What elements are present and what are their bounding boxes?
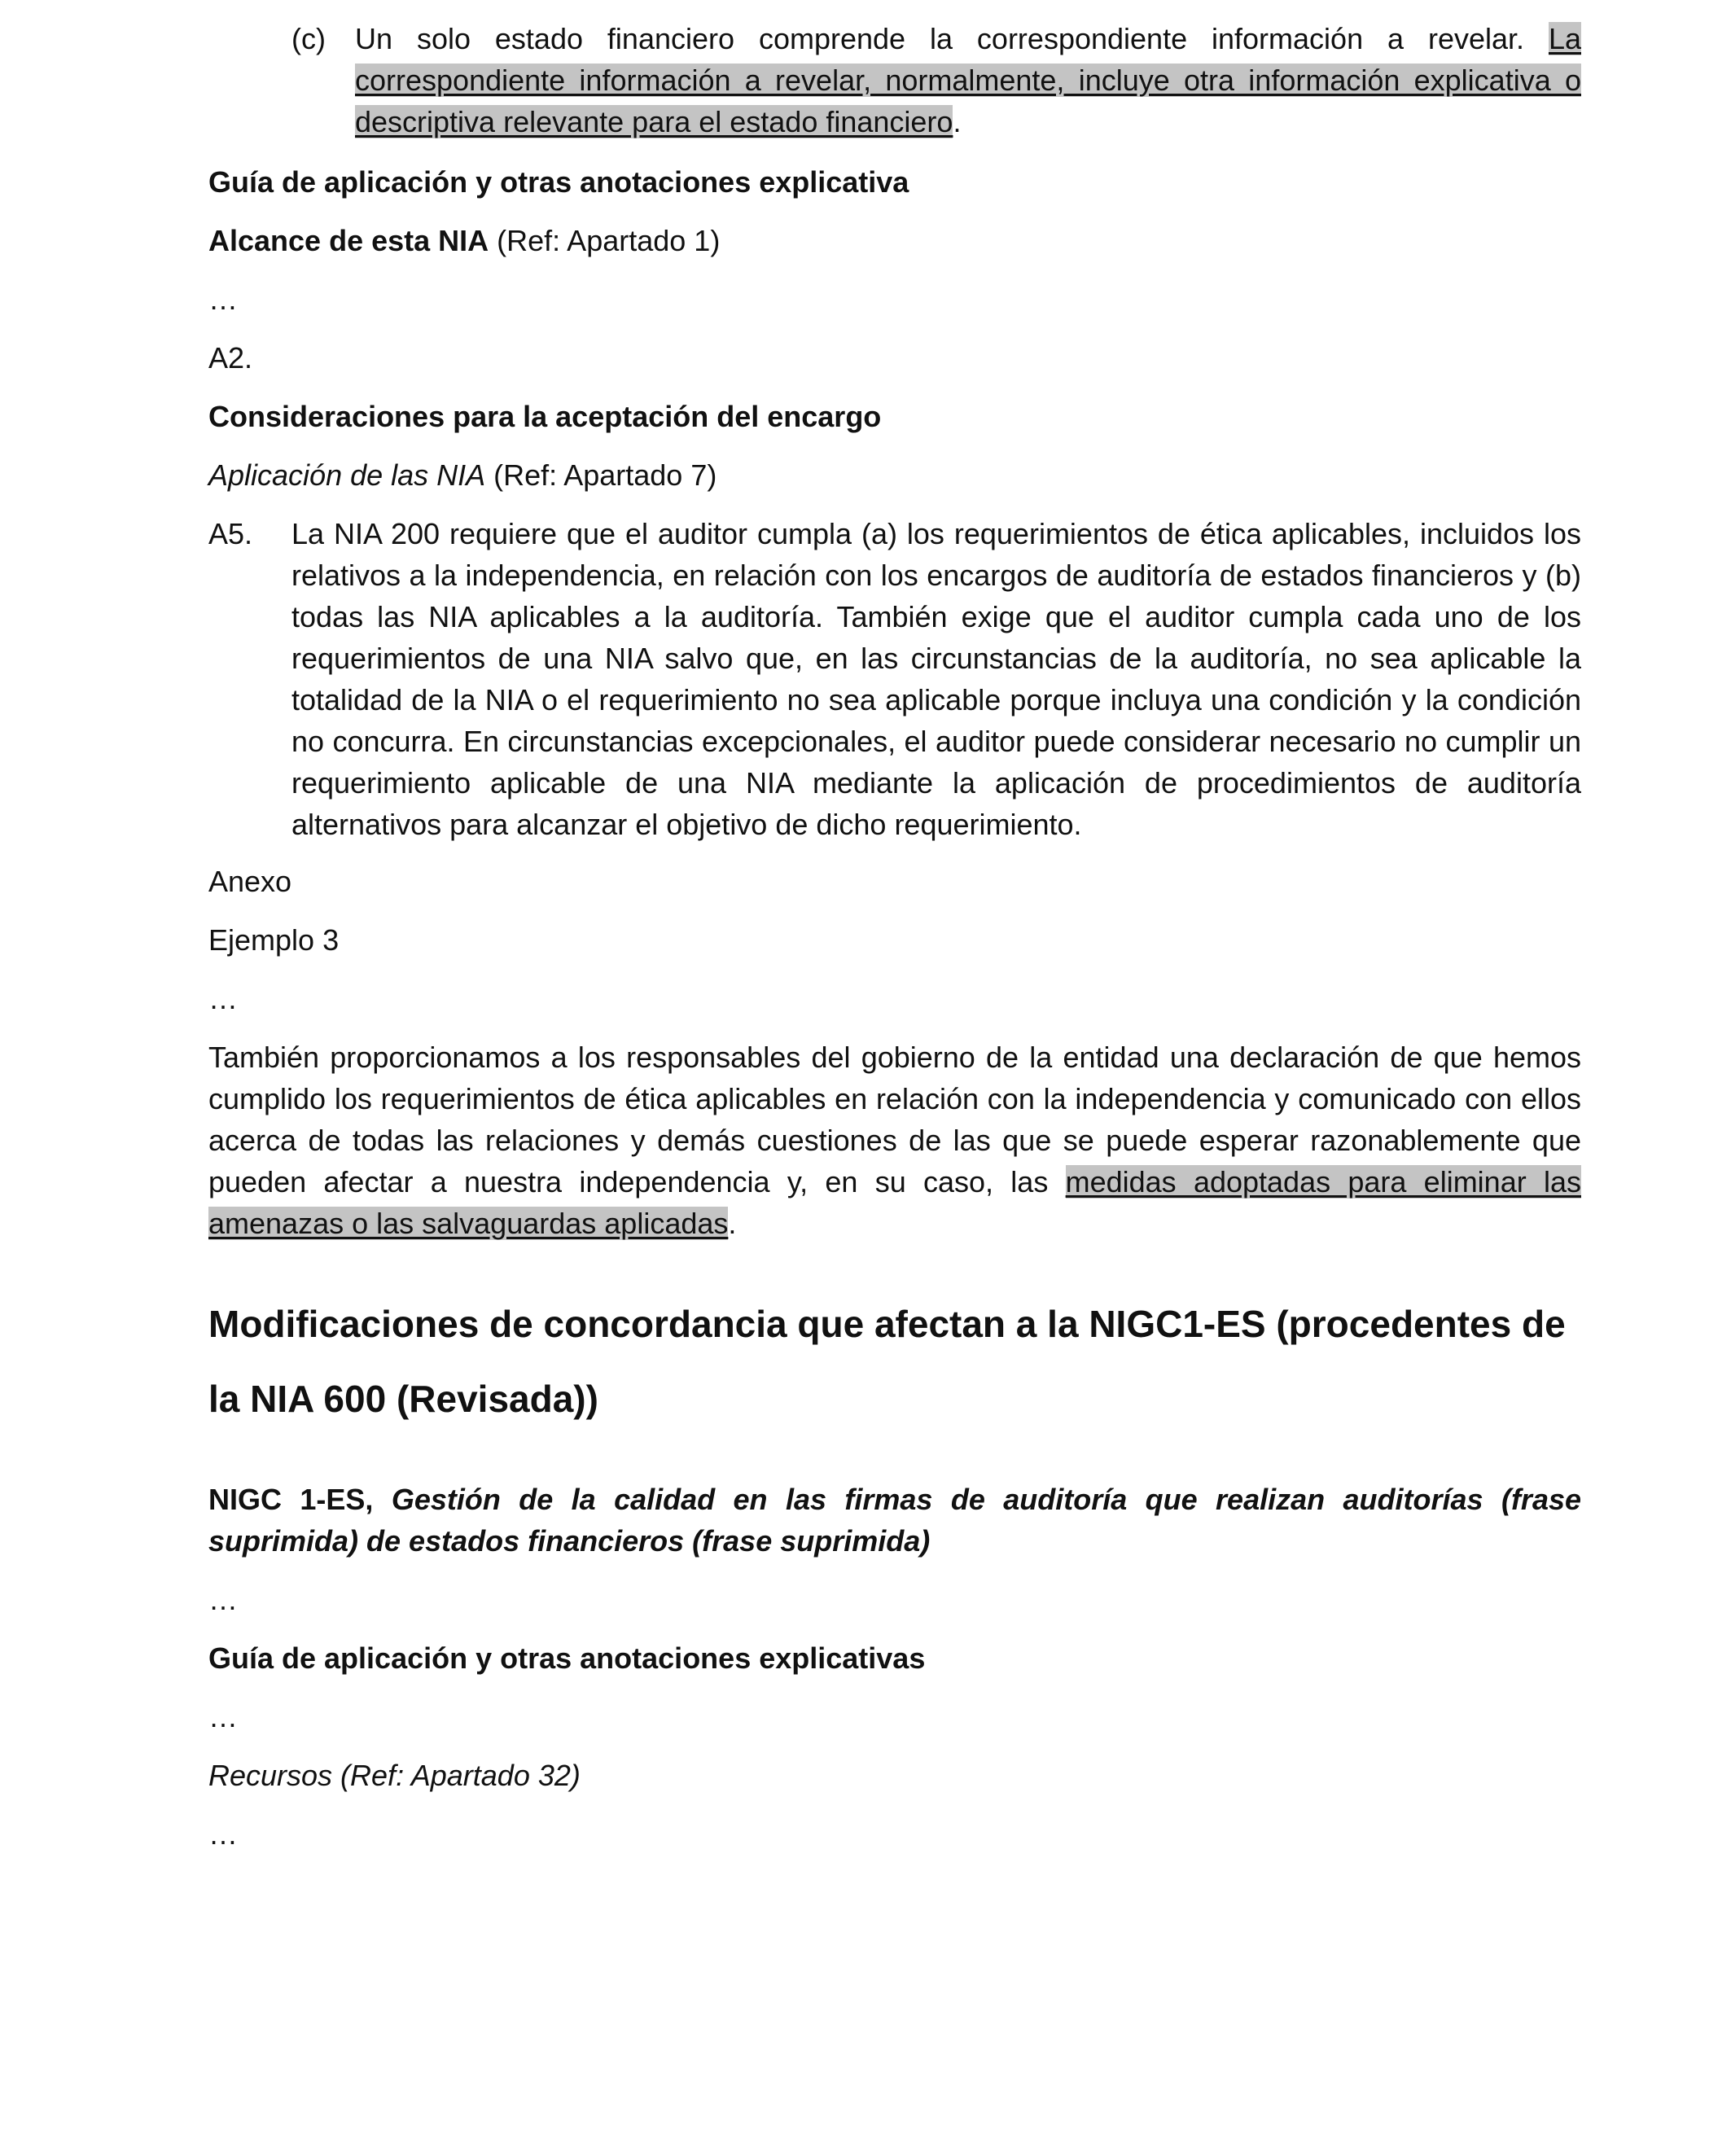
ellipsis-1: … [208, 283, 238, 316]
item-c-end: . [953, 105, 962, 138]
scope-title: Alcance de esta NIA [208, 224, 489, 257]
declaration-plain-text: También proporcionamos a los responsables del gobierno de la entidad una declaración de que hemos cumplido los requerimientos de ética aplicables en relación con la independencia y comunicado con ellos acerca de todas las relaciones y demás cuestiones de las que se puede esperar razonablemente que pueden afectar a nuestra independencia y, en su caso, las [208, 1041, 1581, 1199]
document-page [208, 0, 1581, 2156]
nigc-title [208, 1479, 1581, 1562]
paragraph-a5 [208, 513, 1581, 845]
application-heading [208, 454, 1581, 496]
ellipsis-3: … [208, 1583, 238, 1616]
item-c-text [355, 18, 1581, 142]
declaration-end: . [728, 1207, 737, 1240]
paragraph-a5-label: A5. [208, 517, 253, 550]
application-title: Aplicación de las NIA [208, 458, 486, 492]
resources-heading: Recursos (Ref: Apartado 32) [208, 1759, 581, 1792]
section-heading-guide-1: Guía de aplicación y otras anotaciones explicativa [208, 165, 909, 199]
application-ref: (Ref: Apartado 7) [485, 458, 717, 492]
nigc-title-bold-italic: Gestión de la calidad en las firmas de auditoría que realizan auditorías (frase suprimida) de estados financieros (frase suprimida) [208, 1483, 1582, 1558]
declaration-paragraph [208, 1036, 1581, 1244]
scope-ref: (Ref: Apartado 1) [489, 224, 721, 257]
scope-heading [208, 220, 1581, 261]
paragraph-a5-text: La NIA 200 requiere que el auditor cumpla (a) los requerimientos de ética aplicables, incluidos los relativos a la independencia, en relación con los encargos de auditoría de estados financieros y (b) todas las NIA aplicables a la auditoría. También exige que el auditor cumpla cada uno de los requerimientos de una NIA salvo que, en las circunstancias de la auditoría, no sea aplicable la totalidad de la NIA o el requerimiento no sea aplicable porque incluya una condición y la condición no concurra. En circunstancias excepcionales, el auditor puede considerar necesario no cumplir un requerimiento aplicable de una NIA mediante la aplicación de procedimientos de auditoría alternativos para alcanzar el objetivo de dicho requerimiento. [291, 517, 1581, 841]
ellipsis-4: … [208, 1700, 238, 1733]
example-label: Ejemplo 3 [208, 923, 340, 957]
paragraph-a2-label: A2. [208, 341, 253, 375]
item-c-plain-text: Un solo estado financiero comprende la correspondiente información a revelar. [355, 22, 1549, 55]
section-heading-guide-2: Guía de aplicación y otras anotaciones explicativas [208, 1641, 926, 1675]
item-c-highlighted-text: La correspondiente información a revelar, normalmente, incluye otra información explicativa o descriptiva relevante para el estado financiero [355, 22, 1581, 138]
declaration-highlighted-text: medidas adoptadas para eliminar las amenazas o las salvaguardas aplicadas [208, 1165, 1581, 1240]
ellipsis-2: … [208, 982, 238, 1015]
major-heading: Modificaciones de concordancia que afectan a la NIGC1-ES (procedentes de la NIA 600 (Revisada)) [208, 1303, 1566, 1420]
list-item-c [208, 18, 1581, 142]
engagement-heading: Consideraciones para la aceptación del encargo [208, 400, 882, 433]
ellipsis-5: … [208, 1817, 238, 1851]
annex-label: Anexo [208, 865, 292, 898]
nigc-title-bold: NIGC 1-ES, [208, 1483, 392, 1516]
item-c-label: (c) [291, 22, 326, 55]
